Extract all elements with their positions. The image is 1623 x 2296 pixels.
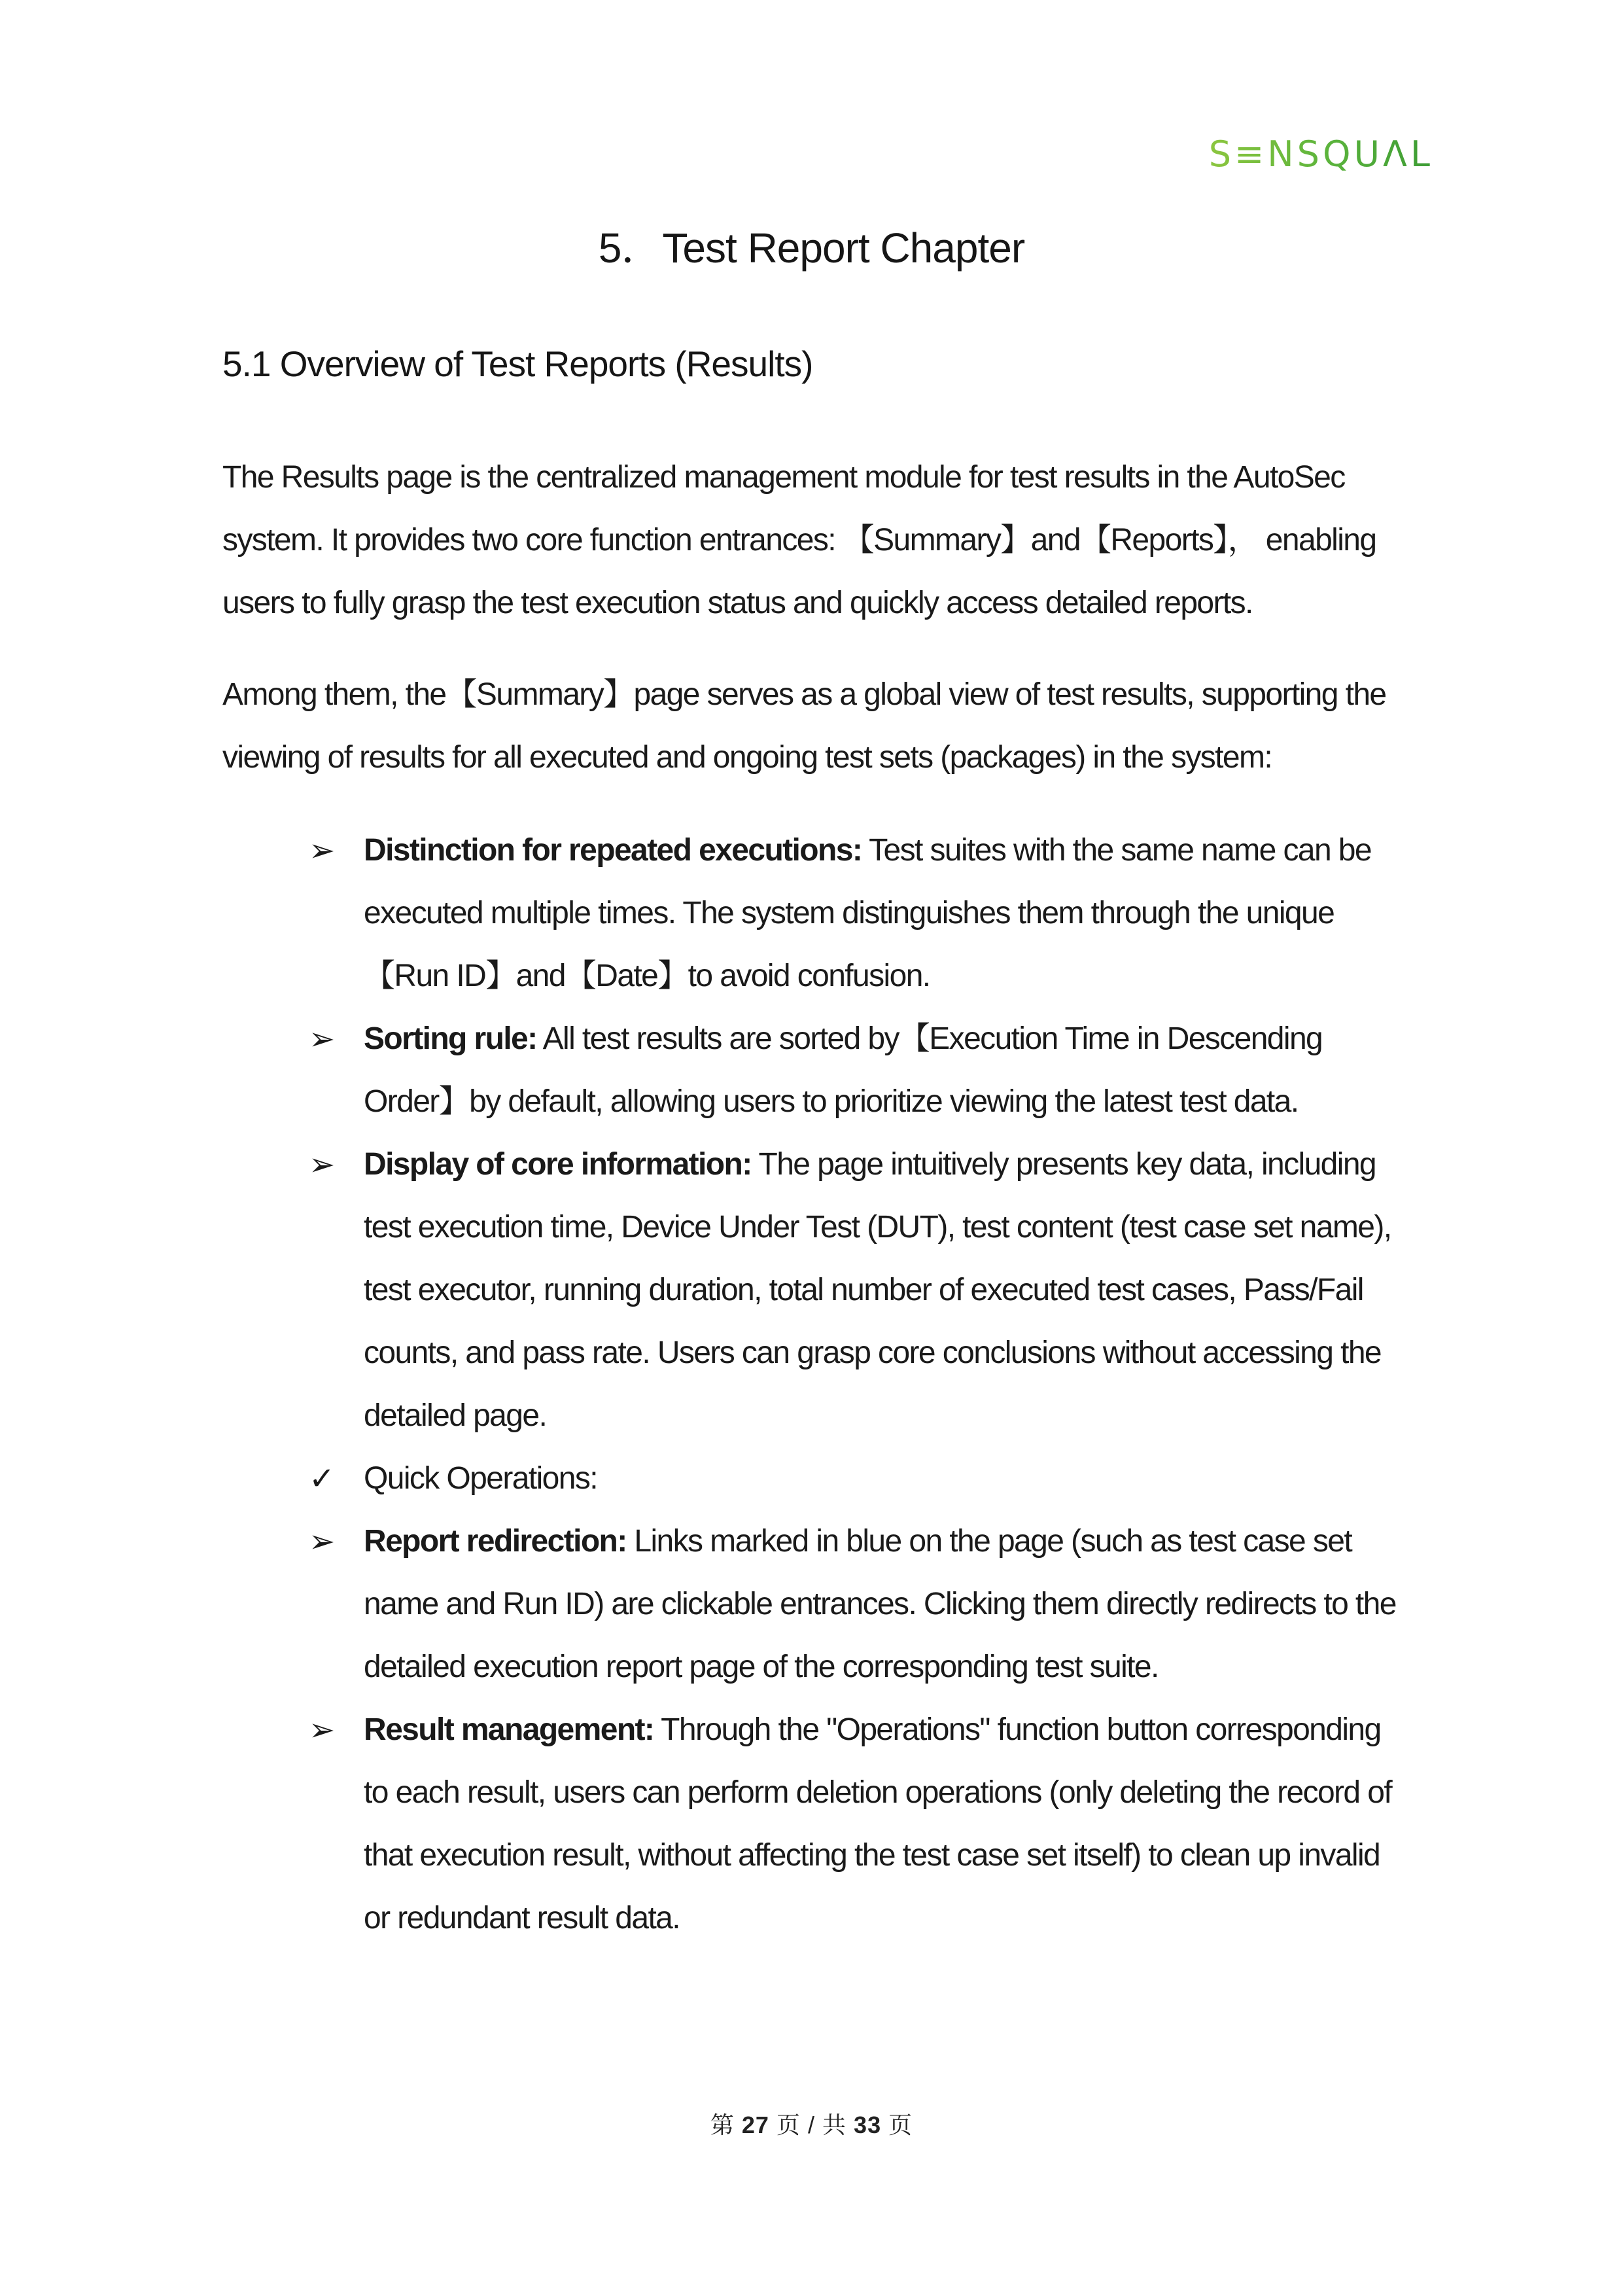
bullet-list [222,819,1410,1950]
page-content [222,343,1410,1950]
arrow-bullet-icon: ➢ [309,1021,336,1057]
bullet-text: The page intuitively presents key data, including test execution time, Device Under Test (DUT), test content (test case set name), test executor, running duration, total number of executed test cases, Pass/Fail counts, and pass rate. Users can grasp core conclusions without accessing the detailed page. [364,1147,1391,1433]
current-page-number: 27 [741,2111,769,2138]
bullet-lead: Sorting rule: [364,1021,537,1056]
list-item-result-management [222,1699,1410,1950]
arrow-bullet-icon: ➢ [309,1523,336,1560]
footer-page-label: 页 [776,2111,801,2138]
bullet-content [364,1447,1410,1510]
chapter-title: 5．Test Report Chapter [598,224,1025,272]
bullet-content [364,1510,1410,1699]
footer-prefix: 第 [710,2111,735,2138]
bullet-text: Links marked in blue on the page (such as test case set name and Run ID) are clickable entrances. Clicking them directly redirects to the detailed execution report page of the corresponding test suite. [364,1524,1396,1684]
total-page-number: 33 [854,2111,882,2138]
arrow-bullet-icon: ➢ [309,1146,336,1183]
check-bullet-icon: ✓ [309,1460,336,1497]
list-item-quick-operations [222,1447,1410,1510]
section-heading: 5.1 Overview of Test Reports (Results) [222,344,813,384]
bullet-text: Test suites with the same name can be executed multiple times. The system distinguishes them through the unique【Run ID】and【Date】to avoid confusion. [364,833,1371,993]
sensqual-logo: S≡NSQUΛL [1208,133,1433,175]
paragraph-intro: The Results page is the centralized management module for test results in the AutoSec system. It provides two core function entrances: 【Summary】and【Reports】， enabling users to fully grasp the test execution status and quickly access detailed reports. [222,460,1376,620]
bullet-content [364,819,1410,1008]
bullet-lead: Display of core information: [364,1147,752,1182]
footer-separator: / [807,2111,815,2138]
bullet-content [364,1008,1410,1133]
bullet-lead: Distinction for repeated executions: [364,833,862,868]
list-item-sorting-rule [222,1008,1410,1133]
arrow-bullet-icon: ➢ [309,1712,336,1748]
paragraph-summary-overview: Among them, the【Summary】page serves as a global view of test results, supporting the viewing of results for all executed and ongoing test sets (packages) in the system: [222,677,1386,775]
bullet-lead: Report redirection: [364,1524,627,1559]
bullet-text: Through the "Operations" function button corresponding to each result, users can perform deletion operations (only deleting the record of that execution result, without affecting the test case set itself) to clean up invalid or redundant result data. [364,1712,1392,1935]
footer-total-prefix: 共 [822,2111,847,2138]
footer-total-label: 页 [888,2111,913,2138]
bullet-content [364,1699,1410,1950]
bullet-lead: Result management: [364,1712,654,1747]
bullet-text: All test results are sorted by【Execution Time in Descending Order】by default, allowing users to prioritize viewing the latest test data. [364,1021,1323,1119]
page-footer [0,2107,1623,2140]
bullet-content [364,1133,1410,1447]
bullet-text: Quick Operations: [364,1461,597,1496]
arrow-bullet-icon: ➢ [309,832,336,869]
list-item-report-redirection [222,1510,1410,1699]
list-item-core-information [222,1133,1410,1447]
list-item-distinction [222,819,1410,1008]
